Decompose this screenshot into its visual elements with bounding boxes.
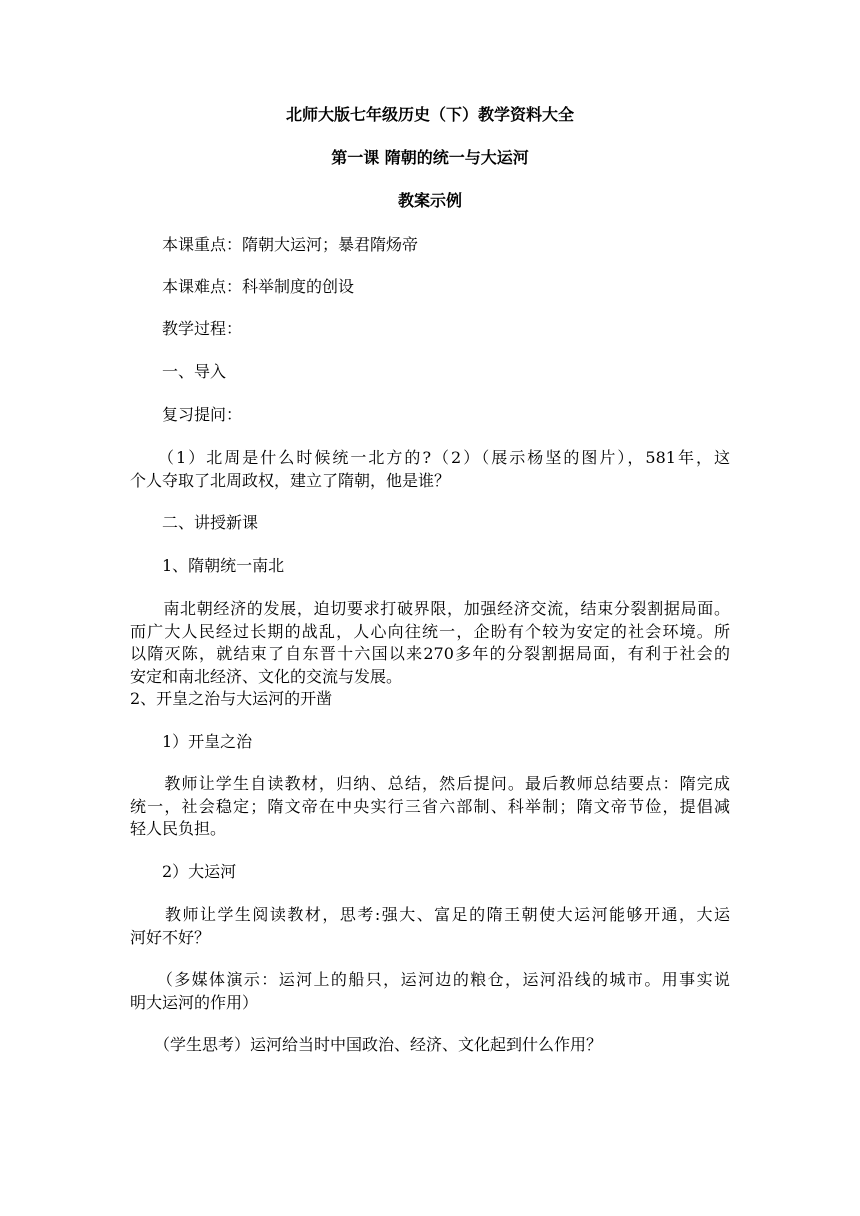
process-label: 教学过程：: [130, 319, 243, 338]
multimedia-paragraph-line: （多媒体演示：运河上的船只，运河边的粮仓，运河沿线的城市。用事实说: [130, 970, 730, 989]
sub1-paragraph: [130, 598, 730, 688]
intro-heading: 一、导入: [130, 362, 227, 381]
multimedia-paragraph-line: 明大运河的作用）: [130, 992, 259, 1012]
review-question-line: （1）北周是什么时候统一北方的?（2）（展示杨坚的图片），581年，这: [130, 448, 730, 467]
document-title: 北师大版七年级历史（下）教学资料大全: [285, 105, 574, 124]
sub2b-paragraph: [130, 904, 730, 949]
sub2a-heading: 1）开皇之治: [130, 732, 253, 751]
section-title: 教案示例: [397, 191, 462, 210]
sub2a-paragraph-line: 轻人民负担。: [130, 819, 227, 838]
sub2-heading: 2、开皇之治与大运河的开凿: [130, 689, 333, 708]
student-thinking: （学生思考）运河给当时中国政治、经济、文化起到什么作用？: [130, 1035, 603, 1054]
lesson-title: 第一课 隋朝的统一与大运河: [331, 148, 529, 167]
sub2b-paragraph-line: 河好不好？: [130, 927, 211, 947]
sub2b-paragraph-line: 教师让学生阅读教材，思考:强大、富足的隋王朝使大运河能够开通，大运: [130, 905, 730, 924]
sub1-paragraph-line: 而广大人民经过长期的战乱，人心向往统一，企盼有个较为安定的社会环境。所: [130, 621, 730, 641]
sub1-paragraph-line: 南北朝经济的发展，迫切要求打破界限，加强经济交流，结束分裂割据局面。: [130, 599, 730, 618]
sub2a-paragraph-line: 统一，社会稳定；隋文帝在中央实行三省六部制、科举制；隋文帝节俭，提倡减: [130, 796, 730, 816]
sub1-paragraph-line: 以隋灭陈，就结束了自东晋十六国以来270多年的分裂割据局面，有利于社会的: [130, 644, 730, 663]
sub2a-paragraph-line: 教师让学生自读教材，归纳、总结，然后提问。最后教师总结要点：隋完成: [130, 774, 730, 793]
review-question: [130, 447, 730, 492]
sub2b-heading: 2）大运河: [130, 862, 237, 881]
review-label: 复习提问：: [130, 405, 243, 424]
sub1-heading: 1、隋朝统一南北: [130, 556, 285, 575]
multimedia-paragraph: [130, 969, 730, 1014]
review-question-line: 个人夺取了北周政权，建立了隋朝，他是谁？: [130, 470, 451, 490]
sub2a-paragraph: [130, 773, 730, 841]
key-points: 本课重点：隋朝大运河；暴君隋炀帝: [130, 235, 419, 254]
sub1-paragraph-line: 安定和南北经济、文化的交流与发展。: [130, 666, 403, 686]
new-lesson-heading: 二、讲授新课: [130, 513, 259, 532]
difficult-points: 本课难点：科举制度的创设: [130, 277, 355, 296]
